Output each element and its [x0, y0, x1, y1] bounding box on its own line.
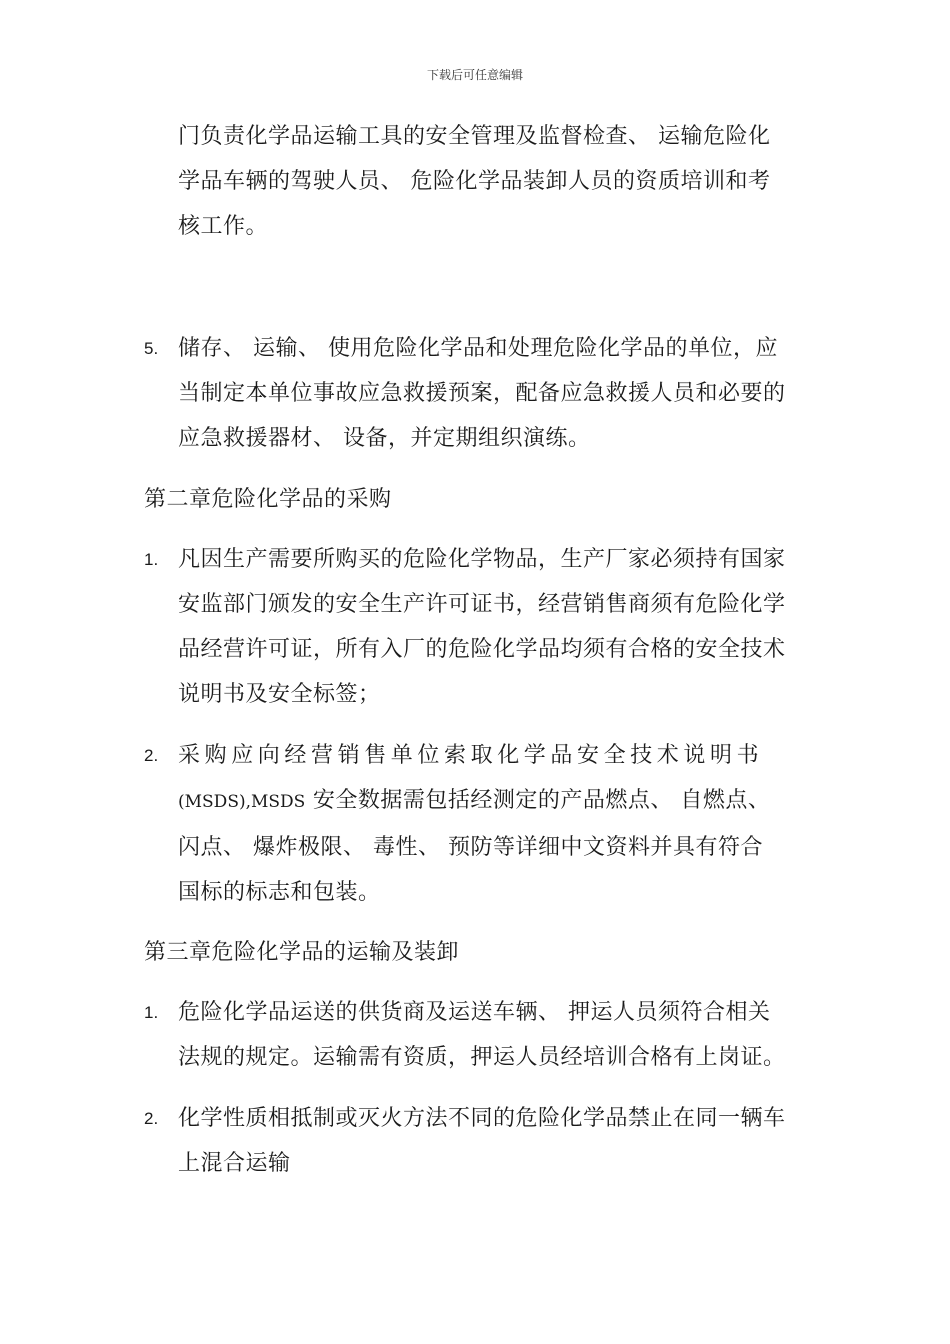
text-line: 法规的规定。运输需有资质，押运人员经培训合格有上岗证。	[178, 1045, 786, 1070]
list-item-text	[178, 326, 810, 461]
text-line	[178, 778, 810, 825]
text-line: 学品车辆的驾驶人员、 危险化学品装卸人员的资质培训和考	[178, 169, 771, 194]
list-number: 1.	[144, 550, 159, 569]
list-number: 2.	[144, 746, 159, 765]
text-line: 采购应向经营销售单位索取化学品安全技术说明书	[178, 743, 764, 768]
text-line: 说明书及安全标签；	[178, 682, 381, 707]
text-line: 储存、 运输、 使用危险化学品和处理危险化学品的单位，应	[178, 336, 778, 361]
list-number: 2.	[144, 1109, 159, 1128]
page-header-note: 下载后可任意编辑	[426, 68, 523, 82]
list-item-text	[178, 537, 810, 717]
text-line: 门负责化学品运输工具的安全管理及监督检查、 运输危险化	[178, 124, 771, 149]
list-number: 1.	[144, 1003, 159, 1022]
text-line: 安监部门颁发的安全生产许可证书，经营销售商须有危险化学	[178, 592, 786, 617]
text-line: 上混合运输	[178, 1151, 291, 1176]
text-line: 凡因生产需要所购买的危险化学物品，生产厂家必须持有国家	[178, 547, 786, 572]
chapter-3-heading: 第三章危险化学品的运输及装卸	[144, 940, 460, 965]
text-line: 品经营许可证，所有入厂的危险化学品均须有合格的安全技术	[178, 637, 786, 662]
text-line: 应急救援器材、 设备，并定期组织演练。	[178, 426, 591, 451]
chapter-2-heading: 第二章危险化学品的采购	[144, 487, 392, 512]
continuation-paragraph	[178, 114, 810, 249]
text-line: 核工作。	[178, 214, 269, 239]
text-line-rest: 安全数据需包括经测定的产品燃点、 自燃点、	[312, 788, 771, 813]
list-item-text	[178, 990, 810, 1080]
text-line: 闪点、 爆炸极限、 毒性、 预防等详细中文资料并具有符合	[178, 835, 763, 860]
msds-abbreviation: (MSDS),MSDS	[178, 792, 306, 812]
text-line: 危险化学品运送的供货商及运送车辆、 押运人员须符合相关	[178, 1000, 771, 1025]
list-item-text	[178, 1096, 810, 1186]
text-line: 当制定本单位事故应急救援预案，配备应急救援人员和必要的	[178, 381, 786, 406]
list-item-text	[178, 733, 810, 915]
list-number: 5.	[144, 339, 159, 358]
text-line: 化学性质相抵制或灭火方法不同的危险化学品禁止在同一辆车	[178, 1106, 786, 1131]
text-line: 国标的标志和包装。	[178, 880, 381, 905]
